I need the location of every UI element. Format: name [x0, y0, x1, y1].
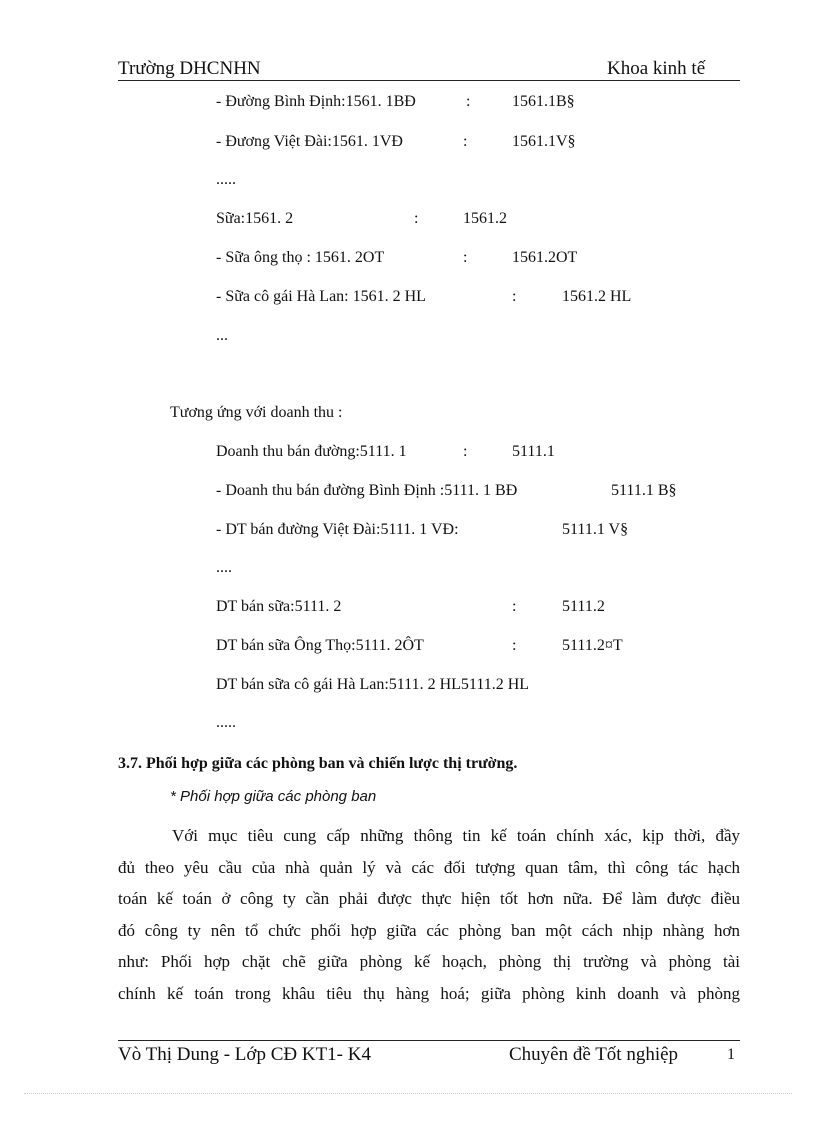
- footer-rule: [118, 1040, 740, 1041]
- paragraph-line: chính kế toán trong khâu tiêu thụ hàng hoá; giữa phòng kinh doanh và phòng: [118, 983, 740, 1003]
- account-line-1-value: 1561.1B§: [512, 93, 575, 110]
- revenue-line-4-value: 5111.2: [562, 598, 605, 615]
- revenue-ellipsis-1: ....: [216, 559, 232, 576]
- account-line-4-label: - Sữa ông thọ : 1561. 2OT: [216, 249, 385, 266]
- account-line-3-value: 1561.2: [463, 210, 507, 227]
- paragraph-line: đủ theo yêu cầu của nhà quản lý và các đối tượng quan tâm, thì công tác hạch: [118, 857, 740, 877]
- page-number: 1: [727, 1046, 735, 1063]
- account-line-5-sep: :: [512, 288, 517, 305]
- section-heading: 3.7. Phối hợp giữa các phòng ban và chiến lược thị trường.: [118, 755, 518, 772]
- account-line-1-label: - Đường Bình Định:1561. 1BĐ: [216, 93, 416, 110]
- paragraph-line: đó công ty nên tổ chức phối hợp giữa các phòng ban một cách nhịp nhàng hơn: [118, 920, 740, 940]
- revenue-line-5-value: 5111.2¤T: [562, 637, 623, 654]
- header-faculty: Khoa kinh tế: [607, 58, 706, 79]
- account-line-5-value: 1561.2 HL: [562, 288, 632, 305]
- account-line-2-sep: :: [463, 133, 468, 150]
- header-rule: [118, 80, 740, 81]
- account-line-5-label: - Sữa cô gái Hà Lan: 1561. 2 HL: [216, 288, 426, 305]
- footer-author: Vò Thị Dung - Lớp CĐ KT1- K4: [118, 1044, 371, 1065]
- revenue-ellipsis-2: .....: [216, 714, 236, 731]
- revenue-line-5-sep: :: [512, 637, 517, 654]
- paragraph-line: toán kế toán ở công ty cần phải được thực hiện tốt hơn nữa. Để làm được điều: [118, 889, 740, 909]
- revenue-line-2-value: 5111.1 B§: [611, 482, 677, 499]
- paragraph-line: như: Phối hợp chặt chẽ giữa phòng kế hoạch, phòng thị trường và phòng tài: [118, 952, 740, 972]
- revenue-line-6: DT bán sữa cô gái Hà Lan:5111. 2 HL5111.2 HL: [216, 676, 530, 693]
- account-ellipsis-2: ...: [216, 327, 228, 344]
- revenue-line-5-label: DT bán sữa Ông Thọ:5111. 2ÔT: [216, 637, 424, 654]
- revenue-line-3-label: - DT bán đường Việt Đài:5111. 1 VĐ:: [216, 521, 459, 538]
- revenue-line-1-label: Doanh thu bán đường:5111. 1: [216, 443, 407, 460]
- account-ellipsis-1: .....: [216, 171, 236, 188]
- revenue-line-1-value: 5111.1: [512, 443, 555, 460]
- revenue-line-2-label: - Doanh thu bán đường Bình Định :5111. 1 BĐ: [216, 482, 518, 499]
- account-line-4-sep: :: [463, 249, 468, 266]
- revenue-line-4-label: DT bán sữa:5111. 2: [216, 598, 342, 615]
- account-line-1-sep: :: [466, 93, 471, 110]
- footer-title: Chuyên đề Tốt nghiệp: [509, 1044, 679, 1065]
- account-line-3-label: Sữa:1561. 2: [216, 210, 294, 227]
- account-line-2-label: - Đương Việt Đài:1561. 1VĐ: [216, 133, 403, 150]
- revenue-line-3-value: 5111.1 V§: [562, 521, 629, 538]
- header-school: Trường DHCNHN: [118, 58, 261, 79]
- revenue-line-1-sep: :: [463, 443, 468, 460]
- revenue-intro: Tương ứng với doanh thu :: [170, 404, 343, 421]
- revenue-line-4-sep: :: [512, 598, 517, 615]
- section-subheading: * Phối hợp giữa các phòng ban: [170, 788, 377, 805]
- paragraph-line: Với mục tiêu cung cấp những thông tin kế toán chính xác, kịp thời, đầy: [172, 826, 740, 845]
- account-line-2-value: 1561.1V§: [512, 133, 576, 150]
- page-bottom-border: [24, 1093, 792, 1094]
- account-line-3-sep: :: [414, 210, 419, 227]
- account-line-4-value: 1561.2OT: [512, 249, 578, 266]
- section-paragraph: [118, 820, 740, 1010]
